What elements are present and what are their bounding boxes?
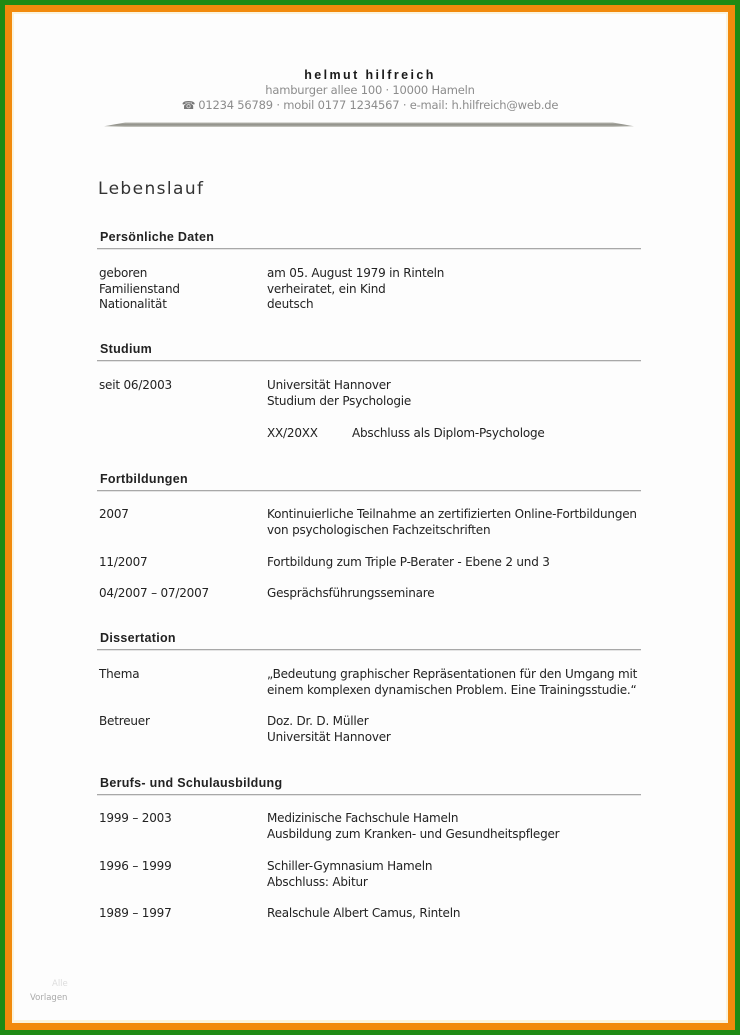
contact-line: 01234 56789 · mobil 0177 1234567 · e-mail: h.hilfreich@web.de bbox=[198, 98, 559, 112]
studium-university: Universität Hannover bbox=[267, 378, 391, 392]
dissertation-supervisor-uni: Universität Hannover bbox=[267, 730, 391, 744]
label-familienstand: Familienstand bbox=[99, 282, 180, 296]
section-heading-studium bbox=[97, 340, 641, 361]
value-geboren: am 05. August 1979 in Rinteln bbox=[267, 266, 445, 280]
ausbildung-detail: Abschluss: Abitur bbox=[267, 875, 368, 889]
section-title: Studium bbox=[100, 342, 153, 356]
dissertation-label-thema: Thema bbox=[99, 667, 140, 681]
studium-date: seit 06/2003 bbox=[99, 378, 172, 392]
section-heading-ausbildung bbox=[97, 774, 641, 795]
applicant-contact bbox=[14, 98, 726, 112]
ausbildung-school: Medizinische Fachschule Hameln bbox=[267, 811, 459, 825]
studium-subject: Studium der Psychologie bbox=[267, 394, 412, 408]
ausbildung-school: Realschule Albert Camus, Rinteln bbox=[267, 906, 461, 920]
fortbildung-date: 04/2007 – 07/2007 bbox=[99, 586, 209, 600]
ausbildung-school: Schiller-Gymnasium Hameln bbox=[267, 859, 433, 873]
fortbildung-text: von psychologischen Fachzeitschriften bbox=[267, 523, 491, 537]
section-title: Persönliche Daten bbox=[100, 230, 215, 244]
section-heading-dissertation bbox=[97, 629, 641, 650]
ausbildung-date: 1999 – 2003 bbox=[99, 811, 172, 825]
watermark bbox=[30, 977, 68, 1005]
ausbildung-date: 1996 – 1999 bbox=[99, 859, 172, 873]
degree-date: XX/20XX bbox=[267, 426, 318, 440]
phone-icon: ☎ bbox=[181, 99, 196, 112]
fortbildung-text: Gesprächsführungsseminare bbox=[267, 586, 435, 600]
watermark-line2: Vorlagen bbox=[30, 993, 68, 1003]
section-title: Dissertation bbox=[100, 631, 176, 645]
section-heading-fortbildungen bbox=[97, 470, 641, 491]
document-title: Lebenslauf bbox=[98, 179, 205, 199]
fortbildung-text: Kontinuierliche Teilnahme an zertifizierten Online-Fortbildungen bbox=[267, 507, 637, 521]
dissertation-topic: „Bedeutung graphischer Repräsentationen für den Umgang mit bbox=[267, 667, 638, 681]
applicant-name: helmut hilfreich bbox=[304, 68, 436, 82]
applicant-address: hamburger allee 100 · 10000 Hameln bbox=[265, 83, 475, 97]
section-heading-personal bbox=[97, 228, 641, 249]
fortbildung-date: 2007 bbox=[99, 507, 129, 521]
label-nationalitaet: Nationalität bbox=[99, 297, 167, 311]
section-title: Berufs- und Schulausbildung bbox=[100, 776, 283, 790]
ausbildung-date: 1989 – 1997 bbox=[99, 906, 172, 920]
fortbildung-text: Fortbildung zum Triple P-Berater - Ebene 2 und 3 bbox=[267, 555, 550, 569]
label-geboren: geboren bbox=[99, 266, 148, 280]
value-nationalitaet: deutsch bbox=[267, 297, 314, 311]
dissertation-label-betreuer: Betreuer bbox=[99, 714, 150, 728]
section-title: Fortbildungen bbox=[100, 472, 188, 486]
dissertation-supervisor: Doz. Dr. D. Müller bbox=[267, 714, 369, 728]
fortbildung-date: 11/2007 bbox=[99, 555, 148, 569]
degree-text: Abschluss als Diplom-Psychologe bbox=[352, 426, 545, 440]
value-familienstand: verheiratet, ein Kind bbox=[267, 282, 386, 296]
dissertation-topic: einem komplexen dynamischen Problem. Eine Trainingsstudie.“ bbox=[267, 683, 637, 697]
header-divider bbox=[104, 122, 634, 127]
resume-page bbox=[14, 14, 726, 1020]
ausbildung-detail: Ausbildung zum Kranken- und Gesundheitspfleger bbox=[267, 827, 560, 841]
watermark-line1: Alle bbox=[52, 979, 68, 989]
